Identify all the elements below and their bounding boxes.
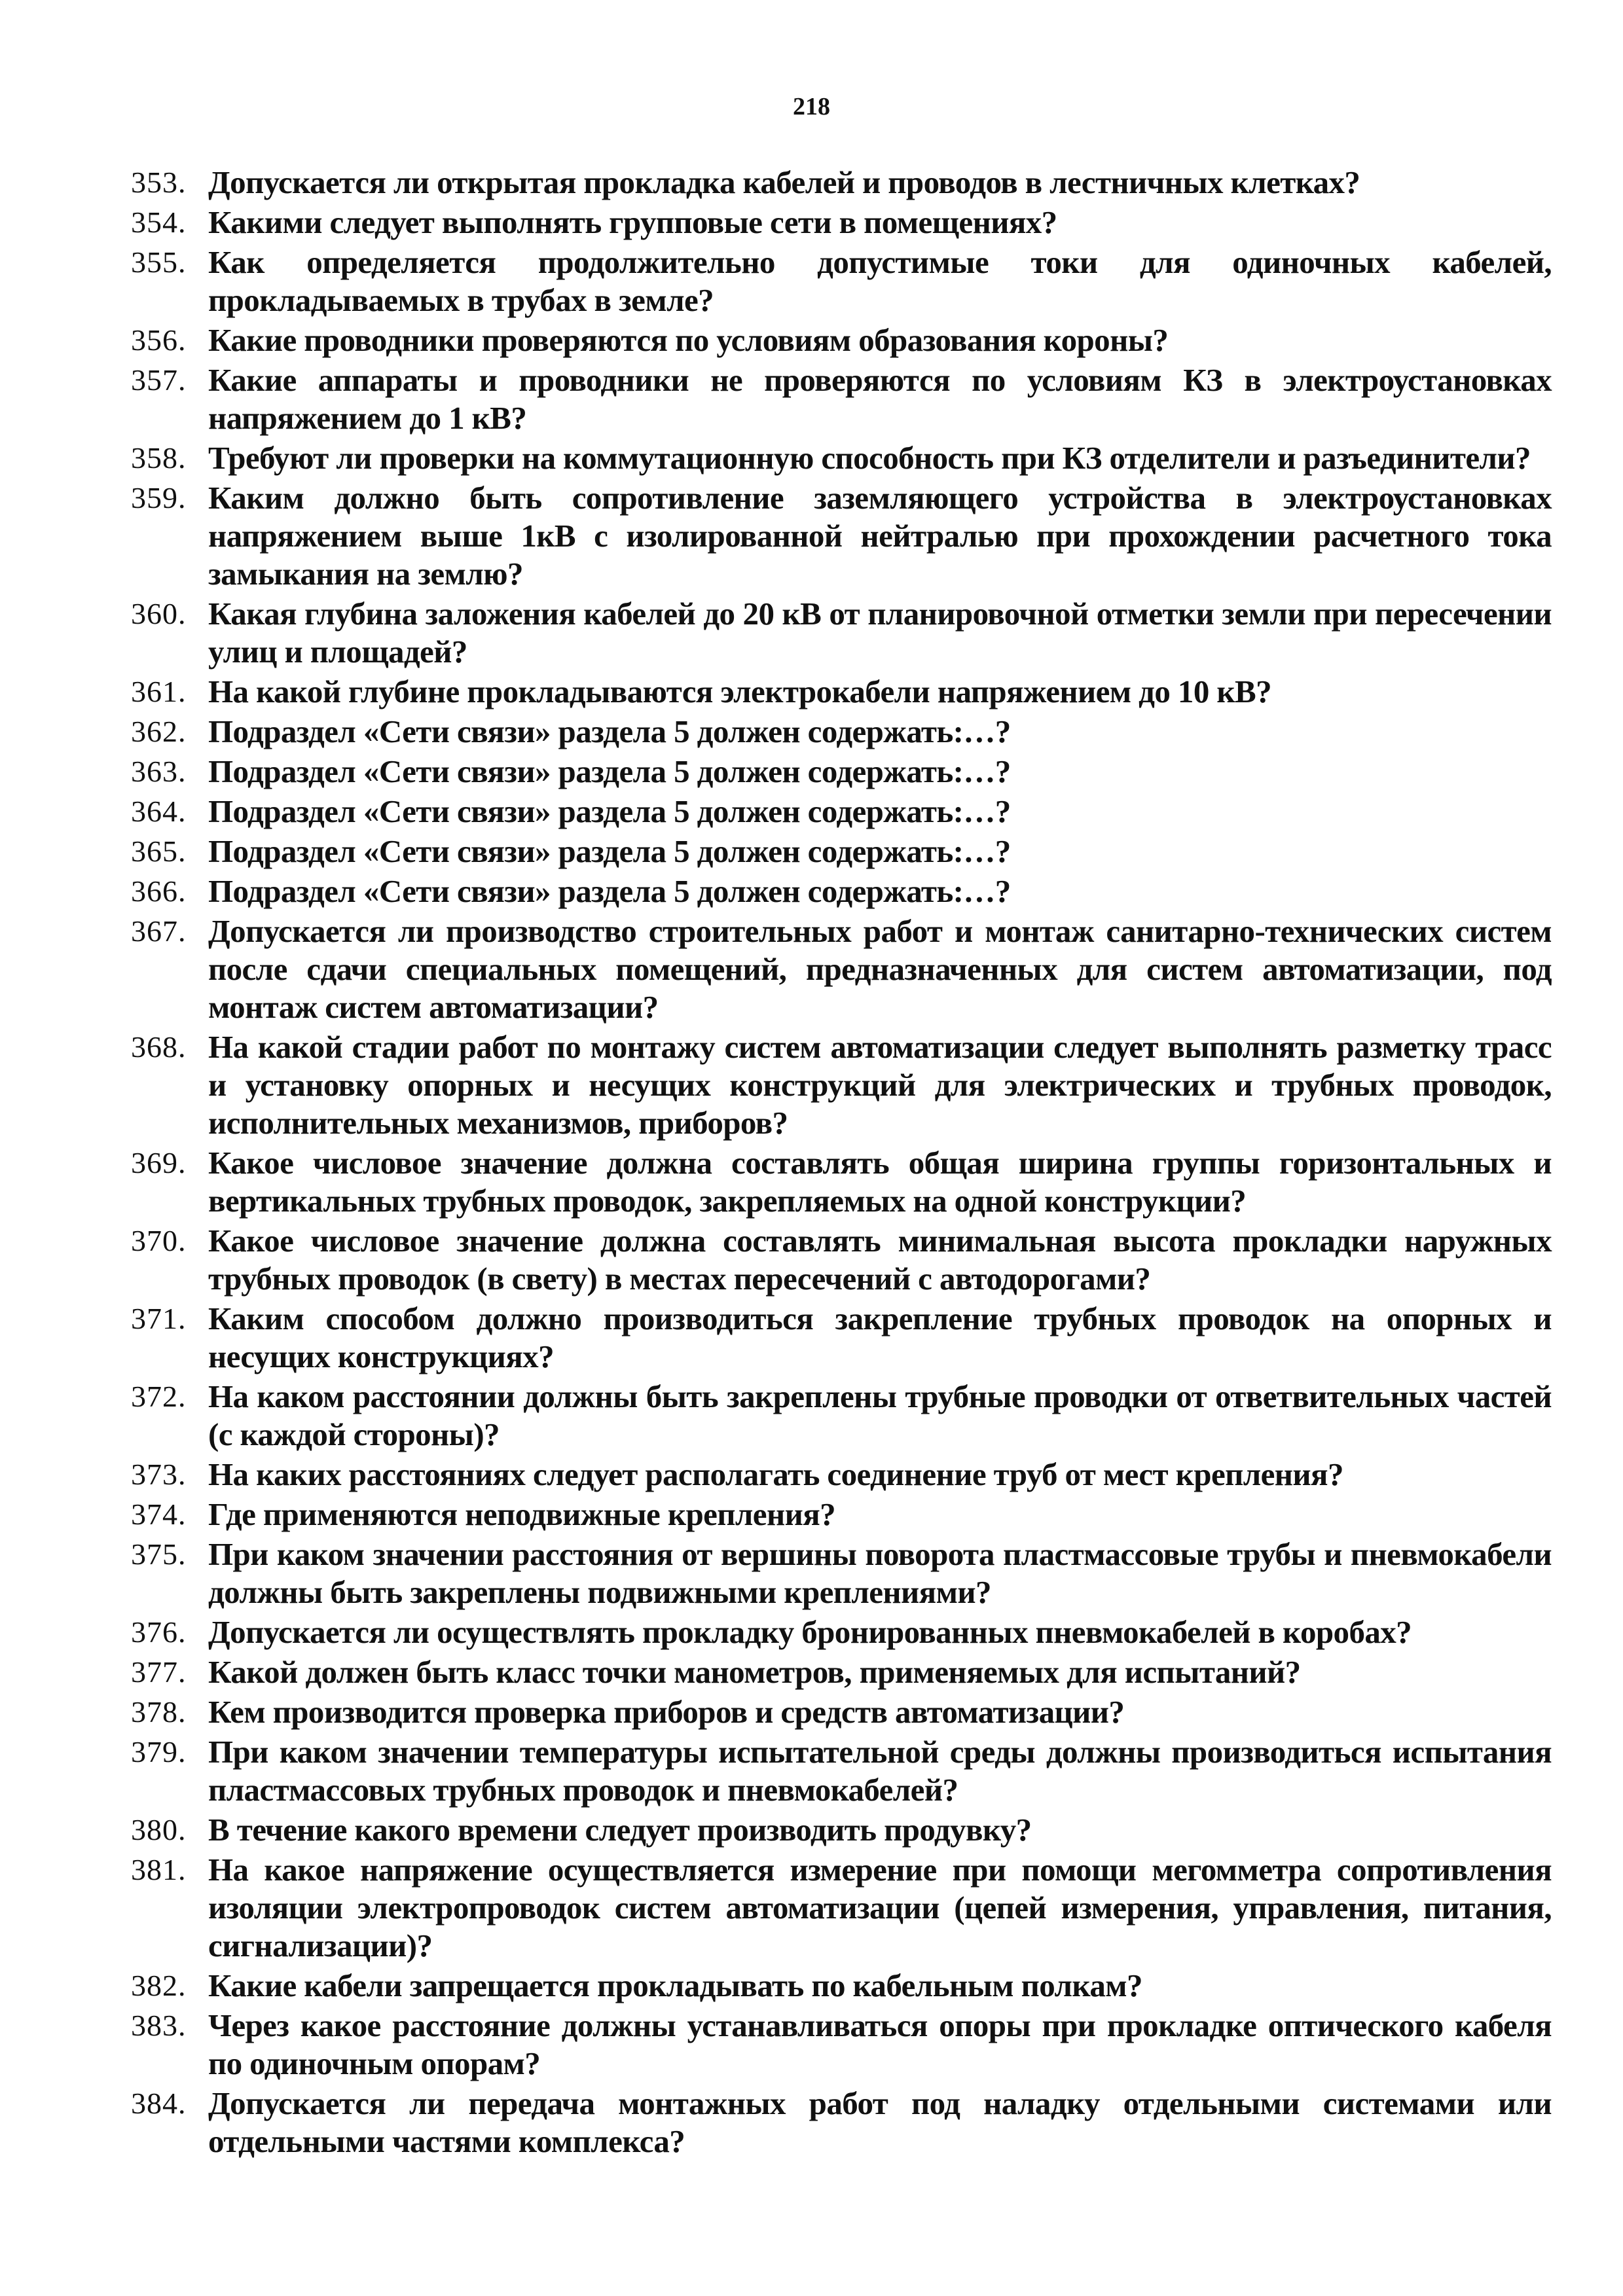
question-item [131, 1613, 1552, 1651]
page-number: 218 [793, 93, 830, 120]
question-item [131, 753, 1552, 791]
question-text: Какие аппараты и проводники не проверяются по условиям КЗ в электроустановках напряжением до 1 кВ? [208, 362, 1552, 436]
question-item [131, 1378, 1552, 1454]
question-text: В течение какого времени следует производить продувку? [208, 1812, 1032, 1848]
question-text: Какое числовое значение должна составлять минимальная высота прокладки наружных трубных проводок (в свету) в местах пересечений с автодорогами? [208, 1223, 1552, 1297]
question-text: При каком значении температуры испытательной среды должны производиться испытания пластмассовых трубных проводок и пневмокабелей? [208, 1734, 1552, 1808]
question-text: При каком значении расстояния от вершины поворота пластмассовые трубы и пневмокабели должны быть закреплены подвижными креплениями? [208, 1536, 1552, 1610]
question-text: Какими следует выполнять групповые сети в помещениях? [208, 204, 1057, 240]
question-number: 372. [131, 1380, 187, 1413]
question-text: На каких расстояниях следует располагать соединение труб от мест крепления? [208, 1456, 1343, 1492]
question-number: 356. [131, 323, 187, 357]
question-number: 370. [131, 1224, 187, 1257]
question-number: 369. [131, 1146, 187, 1179]
question-number: 357. [131, 363, 187, 397]
question-number: 379. [131, 1735, 187, 1768]
question-text: На какое напряжение осуществляется измерение при помощи мегомметра сопротивления изоляции электропроводок систем автоматизации (цепей измерения, управления, питания, сигнализации)? [208, 1852, 1552, 1964]
question-text: Как определяется продолжительно допустимые токи для одиночных кабелей, прокладываемых в трубах в земле? [208, 244, 1552, 318]
question-number: 374. [131, 1498, 187, 1531]
question-text: Через какое расстояние должны устанавливаться опоры при прокладке оптического кабеля по одиночным опорам? [208, 2007, 1552, 2081]
question-number: 383. [131, 2009, 187, 2042]
question-text: Какие кабели запрещается прокладывать по кабельным полкам? [208, 1967, 1142, 2003]
question-number: 378. [131, 1695, 187, 1729]
question-number: 363. [131, 755, 187, 788]
question-item [131, 1144, 1552, 1220]
question-item [131, 713, 1552, 751]
question-item [131, 243, 1552, 319]
question-item [131, 2085, 1552, 2161]
question-item [131, 1456, 1552, 1494]
question-text: На какой стадии работ по монтажу систем автоматизации следует выполнять разметку трасс и установку опорных и несущих конструкций для электрических и трубных проводок, исполнительных механизмов, приборов? [208, 1029, 1552, 1141]
question-item [131, 1653, 1552, 1691]
question-text: Какие проводники проверяются по условиям образования короны? [208, 322, 1169, 358]
question-number: 371. [131, 1302, 187, 1335]
question-number: 380. [131, 1813, 187, 1846]
question-item [131, 833, 1552, 870]
question-text: Подраздел «Сети связи» раздела 5 должен содержать:…? [208, 713, 1011, 749]
question-item [131, 1967, 1552, 2005]
question-text: На каком расстоянии должны быть закреплены трубные проводки от ответвительных частей (с каждой стороны)? [208, 1378, 1552, 1452]
question-item [131, 1535, 1552, 1611]
question-item [131, 1733, 1552, 1809]
question-number: 364. [131, 795, 187, 828]
question-item [131, 1851, 1552, 1965]
question-item [131, 1496, 1552, 1534]
question-item [131, 1811, 1552, 1849]
question-list [131, 164, 1552, 2162]
question-text: Подраздел «Сети связи» раздела 5 должен содержать:…? [208, 873, 1011, 909]
question-item [131, 1028, 1552, 1142]
question-number: 359. [131, 481, 187, 514]
question-item [131, 793, 1552, 831]
question-number: 365. [131, 834, 187, 868]
question-text: Требуют ли проверки на коммутационную способность при КЗ отделители и разъединители? [208, 440, 1531, 476]
question-number: 381. [131, 1853, 187, 1886]
question-number: 362. [131, 715, 187, 748]
question-number: 354. [131, 206, 187, 239]
question-item [131, 361, 1552, 437]
question-item [131, 1693, 1552, 1731]
question-text: Каким должно быть сопротивление заземляющего устройства в электроустановках напряжением выше 1кВ с изолированной нейтралью при прохождении расчетного тока замыкания на землю? [208, 480, 1552, 592]
question-item [131, 595, 1552, 671]
question-text: Подраздел «Сети связи» раздела 5 должен содержать:…? [208, 753, 1011, 789]
question-item [131, 164, 1552, 202]
question-number: 366. [131, 874, 187, 908]
question-number: 376. [131, 1615, 187, 1649]
question-text: На какой глубине прокладываются электрокабели напряжением до 10 кВ? [208, 673, 1271, 709]
question-number: 360. [131, 597, 187, 630]
question-item [131, 439, 1552, 477]
question-text: Допускается ли осуществлять прокладку бронированных пневмокабелей в коробах? [208, 1614, 1412, 1650]
question-item [131, 204, 1552, 242]
question-text: Где применяются неподвижные крепления? [208, 1496, 836, 1532]
question-item [131, 872, 1552, 910]
question-text: Кем производится проверка приборов и средств автоматизации? [208, 1694, 1125, 1730]
question-text: Подраздел «Сети связи» раздела 5 должен содержать:…? [208, 833, 1011, 869]
question-item [131, 673, 1552, 711]
question-number: 367. [131, 914, 187, 948]
question-number: 353. [131, 166, 187, 199]
question-text: Какая глубина заложения кабелей до 20 кВ от планировочной отметки земли при пересечении улиц и площадей? [208, 596, 1552, 670]
question-number: 377. [131, 1655, 187, 1689]
question-text: Каким способом должно производиться закрепление трубных проводок на опорных и несущих конструкциях? [208, 1300, 1552, 1374]
question-item [131, 321, 1552, 359]
question-number: 361. [131, 675, 187, 708]
question-text: Какое числовое значение должна составлять общая ширина группы горизонтальных и вертикальных трубных проводок, закрепляемых на одной конструкции? [208, 1145, 1552, 1219]
question-number: 358. [131, 441, 187, 475]
question-text: Допускается ли открытая прокладка кабелей и проводов в лестничных клетках? [208, 164, 1360, 200]
question-text: Какой должен быть класс точки манометров, применяемых для испытаний? [208, 1654, 1301, 1690]
question-item [131, 912, 1552, 1026]
question-item [131, 479, 1552, 593]
question-text: Подраздел «Сети связи» раздела 5 должен содержать:…? [208, 793, 1011, 829]
question-text: Допускается ли передача монтажных работ под наладку отдельными системами или отдельными частями комплекса? [208, 2085, 1552, 2159]
question-number: 382. [131, 1969, 187, 2002]
question-number: 375. [131, 1537, 187, 1571]
question-number: 368. [131, 1030, 187, 1064]
question-number: 373. [131, 1458, 187, 1491]
question-item [131, 1222, 1552, 1298]
question-number: 384. [131, 2087, 187, 2120]
question-item [131, 2007, 1552, 2083]
question-text: Допускается ли производство строительных работ и монтаж санитарно-технических систем после сдачи специальных помещений, предназначенных для систем автоматизации, под монтаж систем автоматизации? [208, 913, 1552, 1025]
question-number: 355. [131, 245, 187, 279]
question-item [131, 1300, 1552, 1376]
